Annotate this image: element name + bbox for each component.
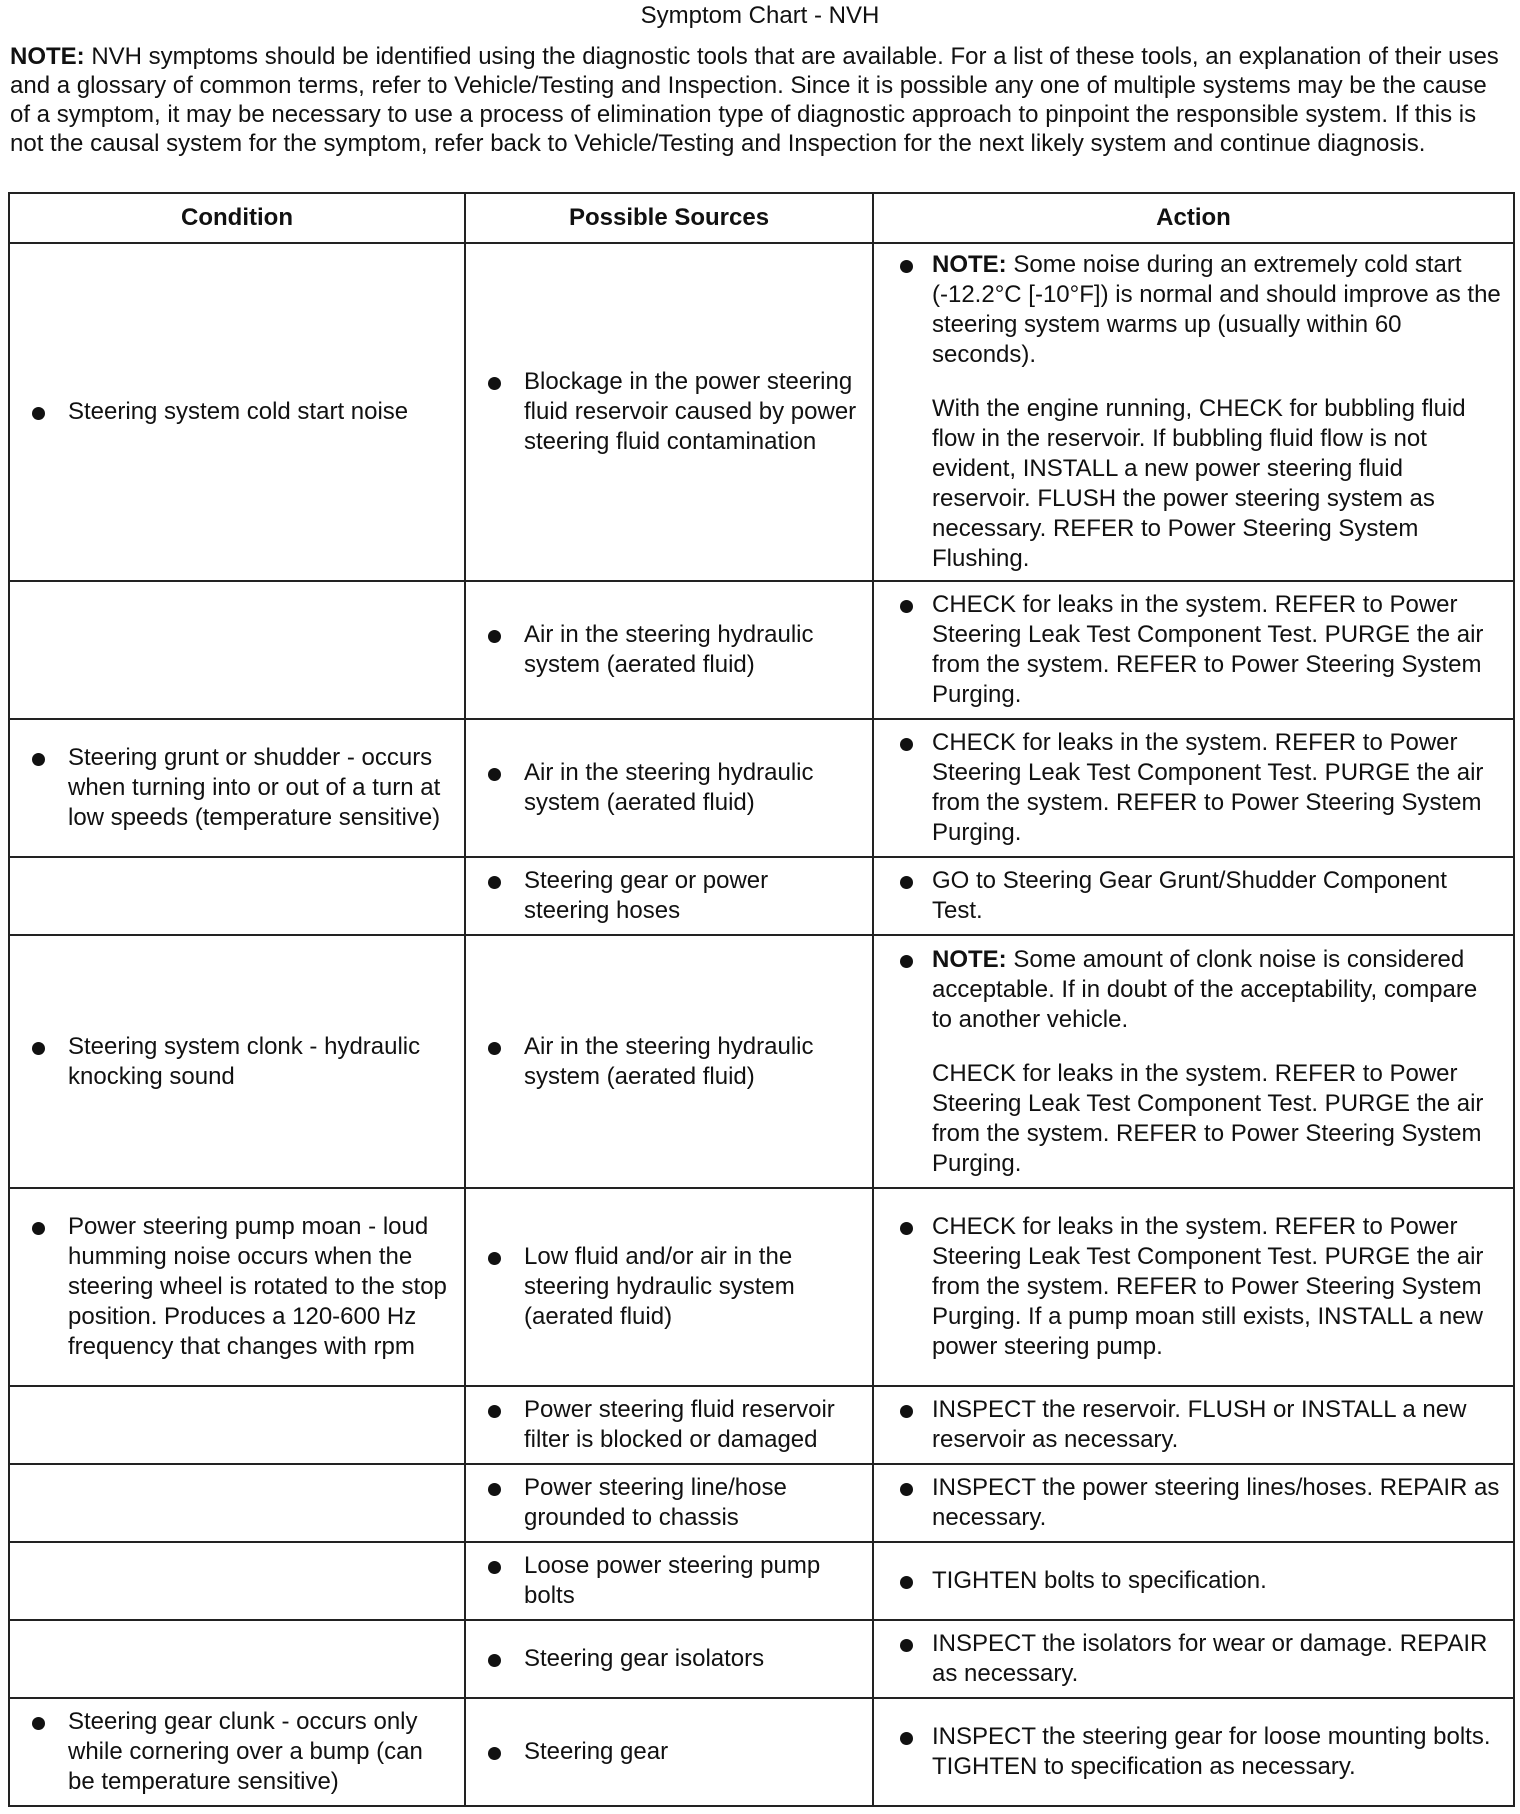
action-text: INSPECT the power steering lines/hoses. REPAIR as necessary. — [932, 1474, 1500, 1531]
action-paragraph — [932, 1722, 1501, 1782]
action-cell — [873, 1188, 1514, 1386]
source-item — [474, 1395, 864, 1455]
condition-cell — [9, 243, 465, 581]
source-cell — [465, 719, 873, 857]
action-cell — [873, 1386, 1514, 1464]
bullet-icon — [488, 768, 501, 781]
action-paragraph — [932, 1395, 1501, 1455]
action-cell — [873, 1464, 1514, 1542]
action-item — [882, 250, 1505, 574]
action-note-label: NOTE: — [932, 945, 1007, 973]
source-text: Loose power steering pump bolts — [524, 1552, 821, 1609]
bullet-icon — [900, 1576, 913, 1589]
source-text: Steering gear isolators — [524, 1645, 765, 1672]
source-cell — [465, 243, 873, 581]
intro-note — [10, 42, 1510, 158]
action-item — [882, 728, 1505, 848]
action-item — [882, 1212, 1505, 1362]
action-item — [882, 1395, 1505, 1455]
bullet-icon — [900, 600, 913, 613]
action-paragraph — [932, 590, 1501, 710]
condition-item — [18, 1707, 456, 1797]
action-paragraph — [932, 1473, 1501, 1533]
table-row — [9, 1386, 1514, 1464]
bullet-icon — [32, 1222, 45, 1235]
action-paragraph — [932, 1566, 1501, 1596]
source-text: Air in the steering hydraulic system (aerated fluid) — [524, 621, 814, 678]
symptom-table — [8, 192, 1515, 1807]
source-text: Power steering line/hose grounded to chassis — [524, 1474, 787, 1531]
source-cell — [465, 1620, 873, 1698]
table-header-row — [9, 193, 1514, 243]
action-text: INSPECT the reservoir. FLUSH or INSTALL a new reservoir as necessary. — [932, 1396, 1467, 1453]
bullet-icon — [900, 260, 913, 273]
action-text: CHECK for leaks in the system. REFER to Power Steering Leak Test Component Test. PURGE the air from the system. REFER to Power Steering System Purging. — [932, 729, 1484, 846]
action-paragraph — [932, 728, 1501, 848]
action-text: CHECK for leaks in the system. REFER to Power Steering Leak Test Component Test. PURGE the air from the system. REFER to Power Steering System Purging. If a pump moan still exists, INSTALL a new power steering pump. — [932, 1213, 1484, 1360]
note-text: NVH symptoms should be identified using the diagnostic tools that are available. For a list of these tools, an explanation of their uses and a glossary of common terms, refer to Vehicle/Testing and Inspection. Since it is possible any one of multiple systems may be the cause of a symptom, it may be necessary to use a process of elimination type of diagnostic approach to pinpoint the responsible system. If this is not the causal system for the symptom, refer back to Vehicle/Testing and Inspection for the next likely system and continue diagnosis. — [10, 43, 1499, 157]
bullet-icon — [488, 377, 501, 390]
table-row — [9, 1698, 1514, 1806]
action-item — [882, 1629, 1505, 1689]
condition-text: Steering grunt or shudder - occurs when turning into or out of a turn at low speeds (temperature sensitive) — [68, 744, 441, 831]
source-cell — [465, 581, 873, 719]
bullet-icon — [900, 1732, 913, 1745]
action-text-secondary: CHECK for leaks in the system. REFER to Power Steering Leak Test Component Test. PURGE the air from the system. REFER to Power Steering System Purging. — [932, 1059, 1484, 1177]
header-condition: Condition — [9, 193, 465, 243]
source-cell — [465, 935, 873, 1188]
table-row — [9, 719, 1514, 857]
table-row — [9, 581, 1514, 719]
table-row — [9, 1542, 1514, 1620]
source-text: Power steering fluid reservoir filter is blocked or damaged — [524, 1396, 835, 1453]
action-item — [882, 866, 1505, 926]
bullet-icon — [32, 1042, 45, 1055]
condition-cell — [9, 857, 465, 935]
condition-cell — [9, 1464, 465, 1542]
action-cell — [873, 719, 1514, 857]
action-text: Some noise during an extremely cold start (-12.2°C [-10°F]) is normal and should improve as the steering system warms up (usually within 60 seconds). — [932, 251, 1501, 368]
bullet-icon — [900, 738, 913, 751]
source-cell — [465, 1188, 873, 1386]
action-paragraph — [932, 945, 1501, 1035]
action-text-secondary: With the engine running, CHECK for bubbling fluid flow in the reservoir. If bubbling fluid flow is not evident, INSTALL a new power steering fluid reservoir. FLUSH the power steering system as necessary. REFER to Power Steering System Flushing. — [932, 395, 1466, 572]
bullet-icon — [900, 1483, 913, 1496]
source-item — [474, 620, 864, 680]
source-item — [474, 1737, 864, 1767]
bullet-icon — [32, 1717, 45, 1730]
condition-text: Steering gear clunk - occurs only while cornering over a bump (can be temperature sensitive) — [68, 1708, 423, 1795]
source-cell — [465, 1698, 873, 1806]
source-item — [474, 1242, 864, 1332]
bullet-icon — [900, 1222, 913, 1235]
header-possible-sources: Possible Sources — [465, 193, 873, 243]
table-row — [9, 1188, 1514, 1386]
condition-cell — [9, 1542, 465, 1620]
source-item — [474, 758, 864, 818]
condition-cell — [9, 1620, 465, 1698]
action-item — [882, 1722, 1505, 1782]
action-cell — [873, 1698, 1514, 1806]
action-item — [882, 590, 1505, 710]
bullet-icon — [488, 630, 501, 643]
bullet-icon — [488, 1654, 501, 1667]
bullet-icon — [488, 1483, 501, 1496]
table-row — [9, 1620, 1514, 1698]
bullet-icon — [488, 1561, 501, 1574]
note-label: NOTE: — [10, 43, 85, 70]
bullet-icon — [488, 1252, 501, 1265]
source-item — [474, 1473, 864, 1533]
bullet-icon — [488, 1042, 501, 1055]
source-item — [474, 866, 864, 926]
source-cell — [465, 857, 873, 935]
action-paragraph — [932, 1212, 1501, 1362]
action-text: Some amount of clonk noise is considered acceptable. If in doubt of the acceptability, compare to another vehicle. — [932, 945, 1478, 1033]
bullet-icon — [488, 1405, 501, 1418]
condition-cell — [9, 1188, 465, 1386]
action-cell — [873, 857, 1514, 935]
page-title: Symptom Chart - NVH — [640, 2, 880, 29]
table-row — [9, 1464, 1514, 1542]
action-text: GO to Steering Gear Grunt/Shudder Component Test. — [932, 867, 1447, 924]
condition-item — [18, 743, 456, 833]
table-row — [9, 243, 1514, 581]
condition-cell — [9, 1698, 465, 1806]
action-cell — [873, 935, 1514, 1188]
source-cell — [465, 1542, 873, 1620]
bullet-icon — [900, 955, 913, 968]
action-note-label: NOTE: — [932, 251, 1007, 278]
source-cell — [465, 1386, 873, 1464]
action-paragraph — [932, 1629, 1501, 1689]
action-paragraph — [932, 250, 1501, 370]
condition-item — [18, 397, 456, 427]
action-text: INSPECT the steering gear for loose mounting bolts. TIGHTEN to specification as necessary. — [932, 1723, 1491, 1780]
bullet-icon — [488, 1747, 501, 1760]
condition-cell — [9, 935, 465, 1188]
action-item — [882, 1566, 1505, 1596]
table-row — [9, 935, 1514, 1188]
action-paragraph — [932, 866, 1501, 926]
bullet-icon — [900, 1639, 913, 1652]
source-text: Steering gear — [524, 1738, 669, 1765]
action-cell — [873, 243, 1514, 581]
bullet-icon — [900, 876, 913, 889]
action-item — [882, 1473, 1505, 1533]
source-item — [474, 1644, 864, 1674]
bullet-icon — [900, 1405, 913, 1418]
source-text: Air in the steering hydraulic system (aerated fluid) — [524, 759, 814, 816]
source-text: Blockage in the power steering fluid reservoir caused by power steering fluid contamination — [524, 368, 857, 455]
source-cell — [465, 1464, 873, 1542]
action-cell — [873, 1620, 1514, 1698]
condition-item — [18, 1212, 456, 1362]
action-item — [882, 945, 1505, 1179]
condition-cell — [9, 719, 465, 857]
condition-text: Steering system cold start noise — [68, 398, 409, 425]
table-row — [9, 857, 1514, 935]
bullet-icon — [488, 876, 501, 889]
source-text: Steering gear or power steering hoses — [524, 867, 769, 924]
source-text: Low fluid and/or air in the steering hydraulic system (aerated fluid) — [524, 1243, 795, 1330]
action-cell — [873, 581, 1514, 719]
condition-item — [18, 1032, 456, 1092]
source-item — [474, 367, 864, 457]
action-text: CHECK for leaks in the system. REFER to Power Steering Leak Test Component Test. PURGE the air from the system. REFER to Power Steering System Purging. — [932, 591, 1484, 708]
action-cell — [873, 1542, 1514, 1620]
action-text: INSPECT the isolators for wear or damage. REPAIR as necessary. — [932, 1630, 1488, 1687]
bullet-icon — [32, 407, 45, 420]
bullet-icon — [32, 753, 45, 766]
condition-text: Power steering pump moan - loud humming noise occurs when the steering wheel is rotated to the stop position. Produces a 120-600 Hz frequency that changes with rpm — [68, 1213, 447, 1360]
condition-cell — [9, 1386, 465, 1464]
condition-text: Steering system clonk - hydraulic knocking sound — [68, 1032, 421, 1090]
action-text: TIGHTEN bolts to specification. — [932, 1567, 1267, 1594]
source-item — [474, 1032, 864, 1092]
source-text: Air in the steering hydraulic system (aerated fluid) — [524, 1032, 814, 1090]
header-action: Action — [873, 193, 1514, 243]
condition-cell — [9, 581, 465, 719]
source-item — [474, 1551, 864, 1611]
